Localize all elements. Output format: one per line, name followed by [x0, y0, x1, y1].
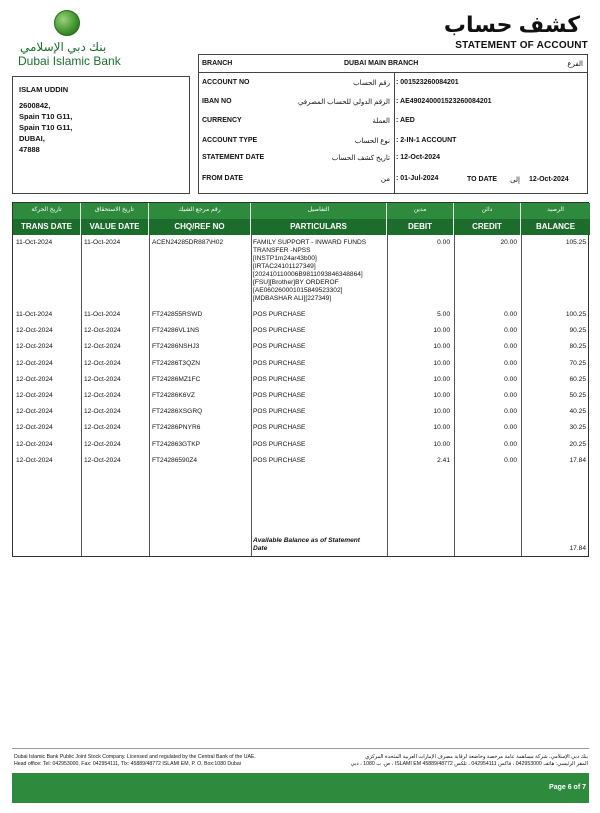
- ref-cell: ACEN24285DR887\H02: [152, 239, 224, 246]
- iban-label: IBAN NO: [202, 98, 232, 105]
- address-line: Spain T10 G11,: [19, 112, 73, 121]
- statement-date-value: : 12-Oct-2024: [396, 154, 440, 161]
- value-date-cell: 12-Oct-2024: [84, 456, 121, 464]
- divider: [199, 72, 587, 73]
- transactions-table: [12, 202, 589, 557]
- balance-cell: 70.25: [569, 359, 586, 367]
- footer-legal-text: Dubai Islamic Bank Public Joint Stock Company. Licensed and regulated by the Central Bank of the UAE. Head office: Tel: 042953000, Fax: 042954111, Tlx: 45889/48772 ISLAMI EM, P. O. Box:1080 Dubai: [14, 754, 256, 767]
- credit-cell: 0.00: [504, 424, 517, 432]
- ref-cell: FT24286MZ1FC: [152, 375, 201, 383]
- available-balance-label: Available Balance as of Statement: [253, 537, 361, 544]
- to-date-value: 12-Oct-2024: [529, 176, 569, 183]
- trans-date-cell: 12-Oct-2024: [16, 359, 53, 367]
- credit-cell: 0.00: [504, 375, 517, 383]
- balance-cell: 30.25: [569, 424, 586, 432]
- column-header-trans-date: تاريخ الحركة TRANS DATE: [13, 203, 81, 235]
- currency-label-arabic: العملة: [372, 118, 390, 125]
- to-date-label-arabic: إلى: [510, 177, 520, 184]
- column-divider: [454, 235, 455, 556]
- credit-cell: 0.00: [504, 343, 517, 351]
- debit-cell: 0.00: [437, 239, 450, 246]
- ref-cell: FT24286VL1NS: [152, 327, 200, 335]
- ref-cell: FT24286PNYR6: [152, 424, 201, 432]
- branch-label-arabic: الفرع: [567, 61, 583, 68]
- value-date-cell: 12-Oct-2024: [84, 327, 121, 335]
- debit-cell: 10.00: [433, 440, 450, 448]
- particulars-cell: POS PURCHASE: [253, 424, 306, 432]
- footer-band: [12, 773, 589, 803]
- particulars-cell: POS PURCHASE: [253, 343, 306, 351]
- address-line: Spain T10 G11,: [19, 123, 73, 132]
- particulars-cell: POS PURCHASE: [253, 375, 306, 383]
- from-date-label: FROM DATE: [202, 175, 244, 182]
- credit-cell: 20.00: [500, 239, 517, 246]
- column-divider: [149, 235, 150, 556]
- trans-date-cell: 11-Oct-2024: [16, 311, 53, 318]
- value-date-cell: 12-Oct-2024: [84, 424, 121, 432]
- ref-cell: FT24286NSHJ3: [152, 343, 200, 351]
- particulars-cell: POS PURCHASE: [253, 359, 306, 367]
- value-date-cell: 12-Oct-2024: [84, 392, 121, 399]
- bank-logo-icon: [54, 10, 80, 36]
- trans-date-cell: 12-Oct-2024: [16, 408, 53, 416]
- ref-cell: FT24286590Z4: [152, 456, 198, 464]
- from-date-label-arabic: من: [380, 176, 390, 183]
- available-balance-label-2: Date: [253, 545, 268, 552]
- trans-date-cell: 12-Oct-2024: [16, 375, 53, 383]
- particulars-cell: FAMILY SUPPORT - INWARD FUNDS TRANSFER -NPSS [INSTP1m24ar43b00] [IRTAC24101127349] [202410110006B9811093846348864] [FSU][Brother]BY ORDEROF [AE060260001015849523302] [MDBASHAR ALI][227349]: [253, 239, 367, 302]
- particulars-cell: POS PURCHASE: [253, 311, 306, 318]
- branch-value: DUBAI MAIN BRANCH: [344, 60, 419, 67]
- column-divider: [81, 235, 82, 556]
- balance-cell: 100.25: [565, 311, 586, 318]
- credit-cell: 0.00: [504, 311, 517, 318]
- customer-name: ISLAM UDDIN: [19, 85, 69, 94]
- value-date-cell: 12-Oct-2024: [84, 343, 121, 351]
- debit-cell: 10.00: [433, 408, 450, 416]
- footer-divider: [12, 748, 589, 749]
- credit-cell: 0.00: [504, 359, 517, 367]
- ref-cell: FT24286K6VZ: [152, 392, 195, 399]
- available-balance-value: 17.84: [569, 545, 586, 552]
- iban-label-arabic: الرقم الدولي للحساب المصرفي: [297, 99, 390, 106]
- trans-date-cell: 11-Oct-2024: [16, 239, 53, 246]
- account-details-box: [198, 54, 588, 194]
- customer-address-box: [12, 76, 190, 194]
- trans-date-cell: 12-Oct-2024: [16, 392, 53, 399]
- credit-cell: 0.00: [504, 456, 517, 464]
- ref-cell: FT242863GTKP: [152, 440, 201, 448]
- column-header-ref: رقم مرجع الشيك CHQ/REF NO: [149, 203, 251, 235]
- address-line: 47888: [19, 145, 40, 154]
- debit-cell: 10.00: [433, 392, 450, 399]
- column-header-credit: دائن CREDIT: [454, 203, 521, 235]
- account-no-label-arabic: رقم الحساب: [353, 80, 390, 87]
- particulars-cell: POS PURCHASE: [253, 327, 306, 335]
- debit-cell: 10.00: [433, 327, 450, 335]
- trans-date-cell: 12-Oct-2024: [16, 327, 53, 335]
- currency-label: CURRENCY: [202, 117, 242, 124]
- divider: [394, 72, 395, 193]
- value-date-cell: 11-Oct-2024: [84, 239, 121, 246]
- balance-cell: 50.25: [569, 392, 586, 399]
- credit-cell: 0.00: [504, 327, 517, 335]
- debit-cell: 2.41: [437, 456, 450, 464]
- account-type-value: : 2-IN-1 ACCOUNT: [396, 137, 457, 144]
- footer-legal-text-arabic: بنك دبي الإسلامي، شركة مساهمة عامة مرخصة وخاضعة لرقابة مصرف الإمارات العربية المتحدة المركزي المقر الرئيسي: هاتف 042953000 ، فاكس 042954111 ، تلكس 45889/48772 ISLAMI EM ، ص. ب 1080 ، دبي: [350, 754, 588, 767]
- debit-cell: 10.00: [433, 359, 450, 367]
- particulars-cell: POS PURCHASE: [253, 440, 306, 448]
- ref-cell: FT24286T3QZN: [152, 359, 201, 367]
- balance-cell: 105.25: [565, 239, 586, 246]
- ref-cell: FT24286XSGRQ: [152, 408, 203, 416]
- bank-name-arabic: بنك دبي الإسلامي: [20, 40, 107, 54]
- trans-date-cell: 12-Oct-2024: [16, 343, 53, 351]
- ref-cell: FT242855RSWD: [152, 311, 203, 318]
- value-date-cell: 12-Oct-2024: [84, 375, 121, 383]
- particulars-cell: POS PURCHASE: [253, 392, 306, 399]
- value-date-cell: 12-Oct-2024: [84, 440, 121, 448]
- debit-cell: 10.00: [433, 424, 450, 432]
- column-divider: [251, 235, 252, 556]
- bank-name: Dubai Islamic Bank: [18, 54, 121, 68]
- statement-date-label-arabic: تاريخ كشف الحساب: [331, 155, 390, 162]
- account-no-label: ACCOUNT NO: [202, 79, 250, 86]
- from-date-value: : 01-Jul-2024: [396, 175, 439, 182]
- balance-cell: 80.25: [569, 343, 586, 351]
- balance-cell: 40.25: [569, 408, 586, 416]
- debit-cell: 5.00: [437, 311, 450, 318]
- statement-title-arabic: كشف حساب: [443, 12, 580, 37]
- debit-cell: 10.00: [433, 343, 450, 351]
- credit-cell: 0.00: [504, 408, 517, 416]
- debit-cell: 10.00: [433, 375, 450, 383]
- credit-cell: 0.00: [504, 440, 517, 448]
- value-date-cell: 12-Oct-2024: [84, 359, 121, 367]
- particulars-cell: POS PURCHASE: [253, 408, 306, 416]
- credit-cell: 0.00: [504, 392, 517, 399]
- column-header-value-date: تاريخ الاستحقاق VALUE DATE: [81, 203, 149, 235]
- page-number: Page 6 of 7: [549, 784, 586, 791]
- iban-value: : AE490240001523260084201: [396, 98, 492, 105]
- account-no-value: : 001523260084201: [396, 79, 459, 86]
- value-date-cell: 12-Oct-2024: [84, 408, 121, 416]
- to-date-label: TO DATE: [467, 176, 498, 183]
- column-divider: [387, 235, 388, 556]
- currency-value: : AED: [396, 117, 415, 124]
- column-header-particulars: التفاصيل PARTICULARS: [251, 203, 387, 235]
- value-date-cell: 11-Oct-2024: [84, 311, 121, 318]
- account-type-label-arabic: نوع الحساب: [354, 138, 390, 145]
- trans-date-cell: 12-Oct-2024: [16, 424, 53, 432]
- account-type-label: ACCOUNT TYPE: [202, 137, 258, 144]
- trans-date-cell: 12-Oct-2024: [16, 456, 53, 464]
- statement-title: STATEMENT OF ACCOUNT: [455, 40, 588, 51]
- column-header-debit: مدين DEBIT: [387, 203, 454, 235]
- balance-cell: 17.84: [569, 456, 586, 464]
- particulars-cell: POS PURCHASE: [253, 456, 306, 464]
- trans-date-cell: 12-Oct-2024: [16, 440, 53, 448]
- balance-cell: 90.25: [569, 327, 586, 335]
- branch-label: BRANCH: [202, 60, 233, 67]
- statement-date-label: STATEMENT DATE: [202, 154, 265, 161]
- column-divider: [521, 235, 522, 556]
- column-header-balance: الرصيد BALANCE: [535, 207, 576, 231]
- balance-cell: 60.25: [569, 375, 586, 383]
- address-line: DUBAI,: [19, 134, 45, 143]
- address-line: 2600842,: [19, 101, 51, 110]
- balance-cell: 20.25: [569, 440, 586, 448]
